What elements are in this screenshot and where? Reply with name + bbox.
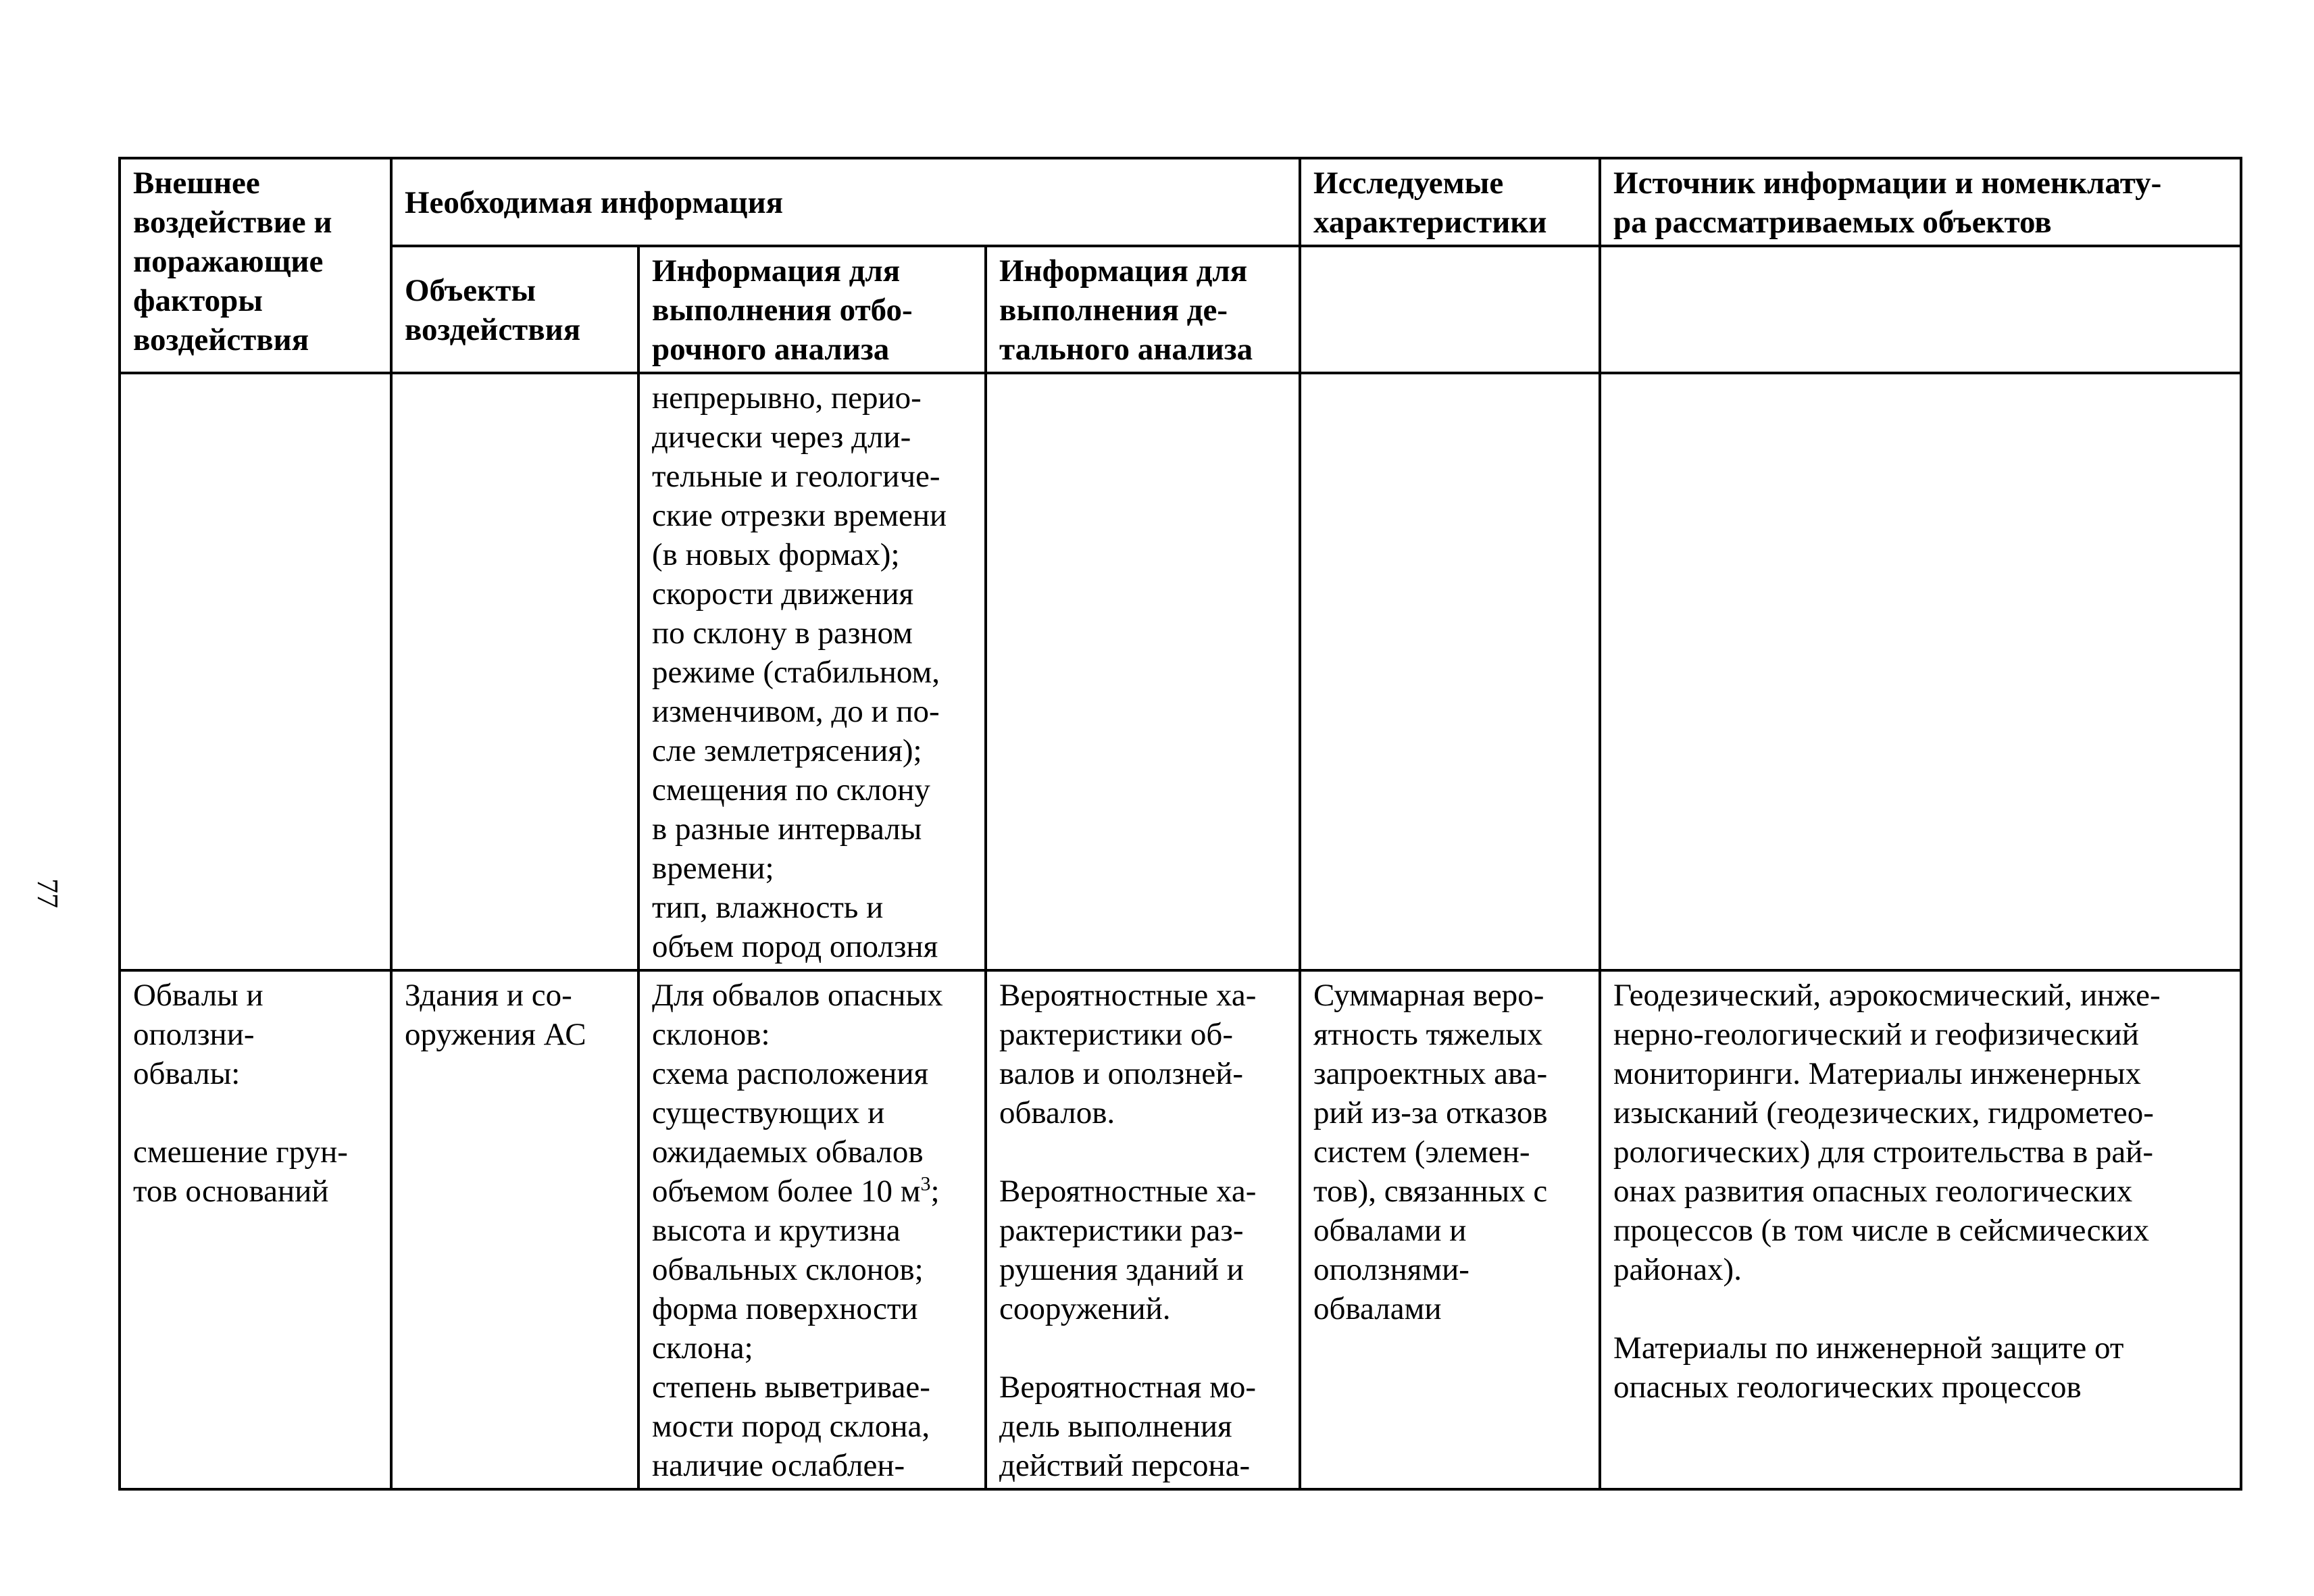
header-characteristics-empty bbox=[1300, 246, 1600, 373]
header-source: Источник информации и номенклату- ра рассматриваемых объектов bbox=[1600, 158, 2241, 246]
cell-impact: Обвалы и оползни- обвалы: смешение грун- тов оснований bbox=[120, 970, 391, 1489]
header-needed-info: Необходимая информация bbox=[391, 158, 1300, 246]
header-detailed: Информация для выполнения де- тального анализа bbox=[986, 246, 1300, 373]
header-row-2 bbox=[120, 246, 2241, 373]
cell-objects: Здания и со- оружения АС bbox=[391, 970, 638, 1489]
header-characteristics: Исследуемые характеристики bbox=[1300, 158, 1600, 246]
cell-empty bbox=[120, 373, 391, 970]
cell-screening-continued: непрерывно, перио- дически через дли- тельные и геологиче- ские отрезки времени (в новых формах); скорости движения по склону в разном режиме (стабильном, изменчивом, до и по- сле землетрясения); смещения по склону в разные интервалы времени; тип, влажность и объем пород оползня bbox=[638, 373, 986, 970]
header-row-1 bbox=[120, 158, 2241, 246]
cell-source: Геодезический, аэрокосмический, инже- нерно-геологический и геофизический мониторинги. Материалы инженерных изысканий (геодезических, гидрометео- рологических) для строительства в рай- онах развития опасных геологических процессов (в том числе в сейсмических районах). Материалы по инженерной защите от опасных геологических процессов bbox=[1600, 970, 2241, 1489]
header-objects: Объекты воздействия bbox=[391, 246, 638, 373]
requirements-table bbox=[118, 157, 2242, 1491]
cell-characteristics: Суммарная веро- ятность тяжелых запроектных ава- рий из-за отказов систем (элемен- тов), связанных с обвалами и оползнями- обвалами bbox=[1300, 970, 1600, 1489]
header-impact: Внешнее воздействие и поражающие факторы воздействия bbox=[120, 158, 391, 373]
header-screening: Информация для выполнения отбо- рочного анализа bbox=[638, 246, 986, 373]
main-row bbox=[120, 970, 2241, 1489]
cell-screening: Для обвалов опасных склонов: схема расположения существующих и ожидаемых обвалов объемом более 10 $м^3$; высота и крутизна обвальных склонов; форма поверхности склона; степень выветривае- мости пород склона, наличие ослаблен- bbox=[638, 970, 986, 1489]
page-number: 77 bbox=[31, 878, 64, 908]
cell-detailed: Вероятностные ха- рактеристики об- валов и оползней- обвалов. Вероятностные ха- рактеристики раз- рушения зданий и сооружений. Вероятностная мо- дель выполнения действий персона- bbox=[986, 970, 1300, 1489]
header-source-empty bbox=[1600, 246, 2241, 373]
volume-line: объемом более 10 $м^3$; bbox=[652, 1172, 940, 1209]
cell-empty bbox=[1600, 373, 2241, 970]
cell-empty bbox=[1300, 373, 1600, 970]
cell-empty bbox=[391, 373, 638, 970]
continuation-row bbox=[120, 373, 2241, 970]
cell-empty bbox=[986, 373, 1300, 970]
